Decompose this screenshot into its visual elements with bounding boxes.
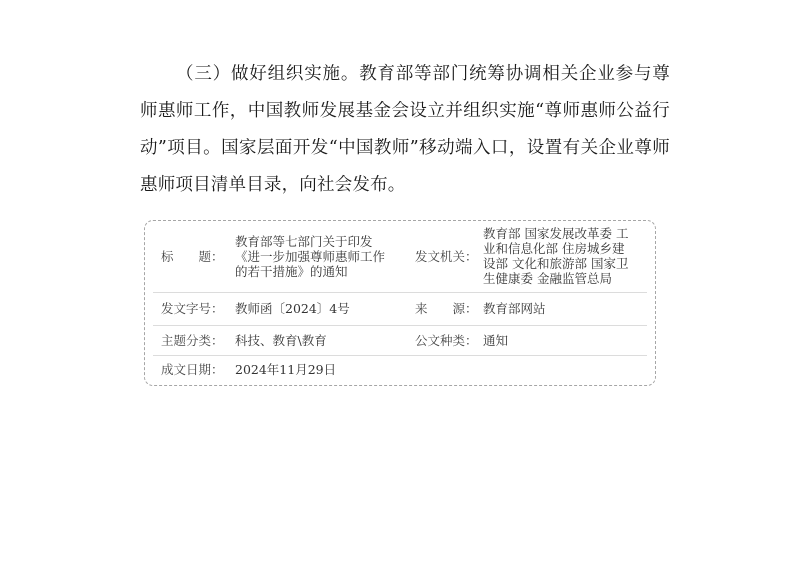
issuer-value-line: 设部 文化和旅游部 国家卫 bbox=[483, 256, 629, 271]
metadata-row-date bbox=[153, 355, 647, 385]
metadata-row-docnumber bbox=[153, 292, 647, 326]
source-label: 来 源： bbox=[415, 301, 478, 316]
topic-label: 主题分类： bbox=[161, 333, 224, 348]
date-value: 2024年11月29日 bbox=[235, 362, 337, 377]
issuer-value bbox=[483, 226, 628, 286]
doc-type-label: 公文种类： bbox=[415, 333, 478, 348]
source-value: 教育部网站 bbox=[483, 301, 546, 316]
topic-value: 科技、教育\教育 bbox=[235, 333, 327, 348]
issuer-label: 发文机关： bbox=[415, 249, 478, 264]
metadata-row-topic bbox=[153, 325, 647, 356]
issuer-value-line: 生健康委 金融监管总局 bbox=[483, 271, 612, 286]
date-label: 成文日期： bbox=[161, 362, 224, 377]
issuer-value-line: 业和信息化部 住房城乡建 bbox=[483, 241, 625, 256]
doc-number-value: 教师函〔2024〕4号 bbox=[235, 301, 350, 316]
issuer-value-line: 教育部 国家发展改革委 工 bbox=[483, 226, 629, 241]
document-metadata-box bbox=[144, 220, 656, 386]
title-value bbox=[235, 234, 385, 279]
metadata-row-title bbox=[153, 221, 647, 293]
title-value-line: 的若干措施》的通知 bbox=[235, 264, 348, 279]
body-paragraph: （三）做好组织实施。教育部等部门统筹协调相关企业参与尊师惠师工作，中国教师发展基金会设立并组织实施“尊师惠师公益行动”项目。国家层面开发“中国教师”移动端入口，设置有关企业尊师惠师项目清单目录，向社会发布。 bbox=[140, 64, 670, 195]
doc-type-value: 通知 bbox=[483, 333, 509, 348]
title-label: 标 题： bbox=[161, 249, 224, 264]
title-value-line: 《进一步加强尊师惠师工作 bbox=[235, 249, 386, 264]
doc-number-label: 发文字号： bbox=[161, 301, 224, 316]
title-value-line: 教育部等七部门关于印发 bbox=[235, 234, 373, 249]
